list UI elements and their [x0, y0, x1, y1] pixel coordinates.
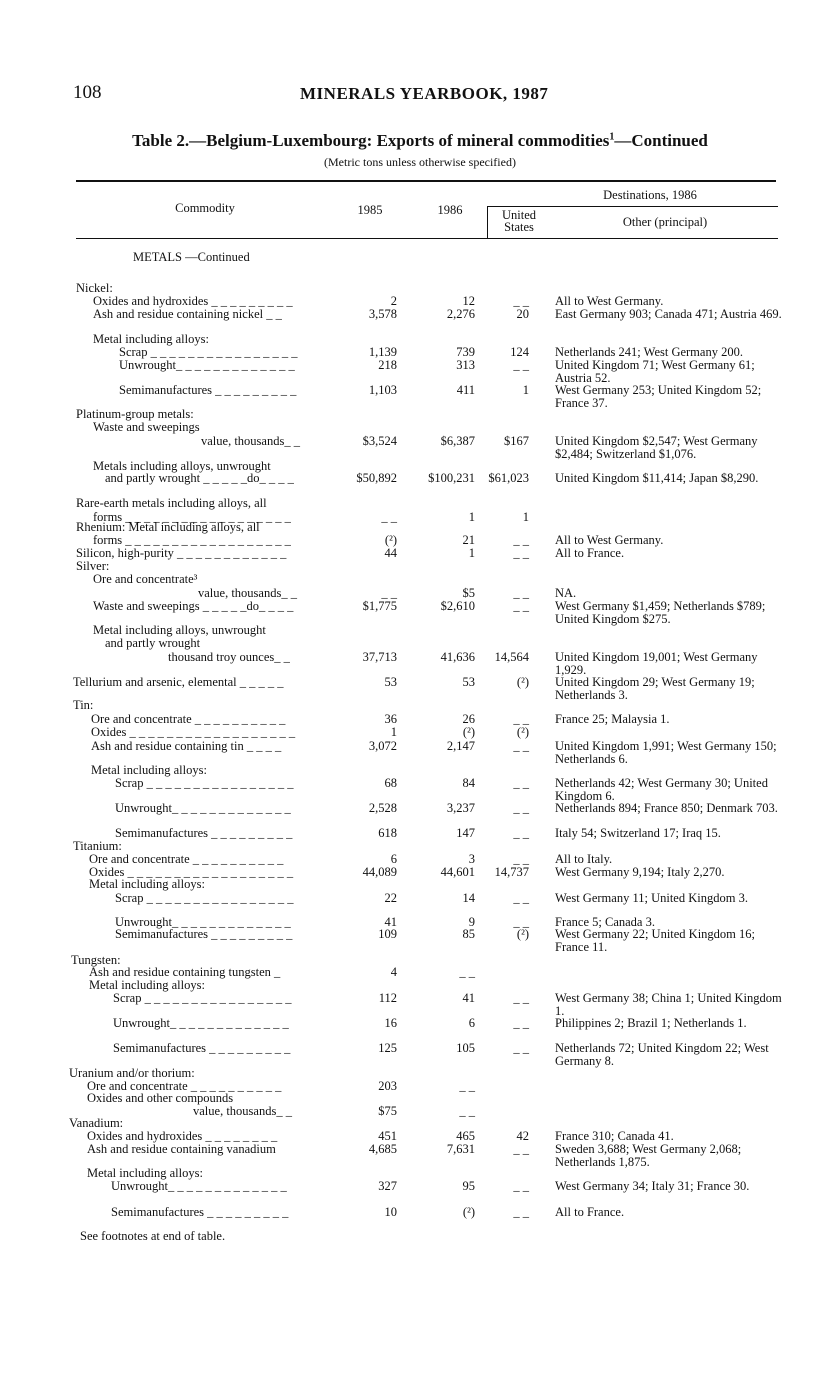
value-1986-cell: 14 [462, 891, 475, 905]
value-us-cell: $167 [504, 434, 529, 448]
value-us-cell: (²) [516, 725, 529, 739]
value-1986-cell: _ _ [459, 1079, 475, 1093]
table-title [0, 131, 840, 151]
commodity-cell: Metals including alloys, unwrought [93, 459, 271, 473]
value-1985-cell: 4,685 [368, 1142, 397, 1156]
commodity-cell: forms _ _ _ _ _ _ _ _ _ _ _ _ _ _ _ _ _ _ [93, 510, 291, 524]
value-1985-cell: $75 [378, 1104, 397, 1118]
value-us-cell: _ _ [513, 546, 529, 560]
value-1986-cell: 739 [456, 345, 475, 359]
commodity-cell: Rare-earth metals including alloys, all [76, 496, 267, 510]
value-1986-cell: 105 [456, 1041, 475, 1055]
commodity-cell: Ore and concentrate _ _ _ _ _ _ _ _ _ _ [87, 1079, 282, 1093]
value-us-cell: (²) [516, 675, 529, 689]
value-1985-cell: $1,775 [362, 599, 397, 613]
value-us-cell: _ _ [513, 801, 529, 815]
other-destinations-cell: West Germany $1,459; Netherlands $789; United Kingdom $275. [555, 599, 766, 626]
footnote-reference: See footnotes at end of table. [80, 1229, 226, 1243]
value-1985-cell: 109 [378, 927, 397, 941]
other-destinations-cell: West Germany 38; China 1; United Kingdom 1. [555, 991, 782, 1018]
value-us-cell: _ _ [513, 712, 529, 726]
running-header [0, 80, 840, 110]
commodity-cell: and partly wrought [105, 636, 201, 650]
value-1986-cell: 1 [468, 546, 475, 560]
value-1986-cell: 2,147 [446, 739, 475, 753]
commodity-cell: Unwrought_ _ _ _ _ _ _ _ _ _ _ _ _ [115, 915, 291, 929]
value-1986-cell: 95 [462, 1179, 475, 1193]
value-1985-cell: 1,103 [368, 383, 397, 397]
other-destinations-cell: United Kingdom 19,001; West Germany 1,929. [555, 650, 758, 677]
other-destinations-cell: West Germany 22; United Kingdom 16; France 11. [555, 927, 756, 954]
value-1985-cell: 36 [384, 712, 397, 726]
commodity-cell: Metal including alloys: [89, 877, 205, 891]
table-title-suffix: —Continued [614, 131, 708, 150]
value-1986-cell: 7,631 [446, 1142, 475, 1156]
value-us-cell: _ _ [513, 1179, 529, 1193]
value-us-cell: $61,023 [488, 471, 529, 485]
commodity-cell: Semimanufactures _ _ _ _ _ _ _ _ _ [111, 1205, 289, 1219]
value-1985-cell: $3,524 [362, 434, 397, 448]
other-destinations-cell: France 310; Canada 41. [555, 1129, 674, 1143]
value-1986-cell: (²) [462, 725, 475, 739]
commodity-cell: value, thousands_ _ [201, 434, 300, 448]
top-rule [76, 180, 776, 182]
value-1986-cell: $2,610 [440, 599, 475, 613]
commodity-cell: Scrap _ _ _ _ _ _ _ _ _ _ _ _ _ _ _ _ [119, 345, 298, 359]
value-1986-cell: 26 [462, 712, 475, 726]
commodity-cell: and partly wrought _ _ _ _ _do_ _ _ _ [105, 471, 294, 485]
value-1986-cell: 147 [456, 826, 475, 840]
value-us-cell: _ _ [513, 294, 529, 308]
other-destinations-cell: Netherlands 72; United Kingdom 22; West Germany 8. [555, 1041, 769, 1068]
value-us-cell: _ _ [513, 891, 529, 905]
commodity-cell: Ore and concentrate³ [93, 572, 198, 586]
commodity-cell: Metal including alloys: [89, 978, 205, 992]
commodity-cell: Silver: [76, 559, 110, 573]
header-bottom-rule [76, 238, 778, 239]
value-us-cell: _ _ [513, 1205, 529, 1219]
commodity-cell: METALS —Continued [133, 250, 250, 264]
commodity-cell: value, thousands_ _ [193, 1104, 292, 1118]
commodity-cell: Ash and residue containing nickel _ _ [93, 307, 282, 321]
other-destinations-cell: Netherlands 241; West Germany 200. [555, 345, 743, 359]
commodity-cell: Metal including alloys, unwrought [93, 623, 266, 637]
value-1986-cell: $100,231 [428, 471, 475, 485]
value-1986-cell: 44,601 [440, 865, 475, 879]
column-header-us-line1: United [501, 208, 537, 222]
other-destinations-cell: Philippines 2; Brazil 1; Netherlands 1. [555, 1016, 747, 1030]
value-1985-cell: (²) [384, 533, 397, 547]
value-1985-cell: 125 [378, 1041, 397, 1055]
other-destinations-cell: East Germany 903; Canada 471; Austria 469. [555, 307, 782, 321]
other-destinations-cell: United Kingdom $11,414; Japan $8,290. [555, 471, 759, 485]
value-us-cell: 1 [522, 383, 529, 397]
commodity-cell: Oxides _ _ _ _ _ _ _ _ _ _ _ _ _ _ _ _ _ _ [89, 865, 294, 879]
value-1986-cell: 53 [462, 675, 475, 689]
other-destinations-cell: United Kingdom 1,991; West Germany 150; Netherlands 6. [555, 739, 777, 766]
other-destinations-cell: All to France. [555, 1205, 625, 1219]
value-1985-cell: 4 [390, 965, 397, 979]
value-1985-cell: 53 [384, 675, 397, 689]
value-1985-cell: 37,713 [362, 650, 397, 664]
commodity-cell: Waste and sweepings _ _ _ _ _do_ _ _ _ [93, 599, 294, 613]
value-1986-cell: 411 [456, 383, 475, 397]
value-us-cell: 20 [516, 307, 529, 321]
value-1985-cell: 16 [384, 1016, 397, 1030]
value-1985-cell: 44 [384, 546, 397, 560]
commodity-cell: Ore and concentrate _ _ _ _ _ _ _ _ _ _ [91, 712, 286, 726]
value-us-cell: 1 [522, 510, 529, 524]
other-destinations-cell: West Germany 253; United Kingdom 52; France 37. [555, 383, 762, 410]
commodity-cell: Titanium: [73, 839, 122, 853]
commodity-cell: Metal including alloys: [91, 763, 207, 777]
value-1986-cell: 2,276 [446, 307, 475, 321]
value-1985-cell: 68 [384, 776, 397, 790]
commodity-cell: Tungsten: [71, 953, 121, 967]
commodity-cell: Nickel: [76, 281, 113, 295]
commodity-cell: Vanadium: [69, 1116, 124, 1130]
column-header-1986: 1986 [437, 203, 463, 217]
value-1986-cell: 41,636 [440, 650, 475, 664]
value-us-cell: 124 [510, 345, 529, 359]
value-1986-cell: 84 [462, 776, 475, 790]
column-header-1985: 1985 [357, 203, 383, 217]
value-1985-cell: 22 [384, 891, 397, 905]
column-header-us-line2: States [504, 220, 534, 234]
other-destinations-cell: Netherlands 42; West Germany 30; United Kingdom 6. [555, 776, 768, 803]
value-1985-cell: 218 [378, 358, 397, 372]
commodity-cell: thousand troy ounces_ _ [168, 650, 290, 664]
column-header-commodity: Commodity [175, 201, 235, 215]
value-us-cell: _ _ [513, 358, 529, 372]
value-us-cell: _ _ [513, 739, 529, 753]
value-us-cell: _ _ [513, 533, 529, 547]
commodity-cell: Oxides and hydroxides _ _ _ _ _ _ _ _ [87, 1129, 278, 1143]
commodity-cell: Silicon, high-purity _ _ _ _ _ _ _ _ _ _ _ _ [76, 546, 287, 560]
other-destinations-cell: Italy 54; Switzerland 17; Iraq 15. [555, 826, 721, 840]
value-1985-cell: _ _ [381, 510, 397, 524]
value-1985-cell: 1 [390, 725, 397, 739]
commodity-cell: Semimanufactures _ _ _ _ _ _ _ _ _ [115, 927, 293, 941]
value-us-cell: 14,564 [494, 650, 529, 664]
commodity-cell: Metal including alloys: [93, 332, 209, 346]
commodity-cell: Tin: [73, 698, 94, 712]
value-1985-cell: 44,089 [362, 865, 397, 879]
destinations-rule [487, 206, 778, 207]
commodity-cell: Oxides and hydroxides _ _ _ _ _ _ _ _ _ [93, 294, 293, 308]
value-1986-cell: 465 [456, 1129, 475, 1143]
value-us-cell: _ _ [513, 826, 529, 840]
value-us-cell: _ _ [513, 852, 529, 866]
value-us-cell: 14,737 [494, 865, 529, 879]
value-1986-cell: 1 [468, 510, 475, 524]
value-1985-cell: 10 [384, 1205, 397, 1219]
value-1985-cell: 2 [390, 294, 397, 308]
value-1985-cell: 451 [378, 1129, 397, 1143]
other-destinations-cell: All to West Germany. [555, 533, 664, 547]
commodity-cell: Semimanufactures _ _ _ _ _ _ _ _ _ [115, 826, 293, 840]
commodity-cell: value, thousands_ _ [198, 586, 297, 600]
other-destinations-cell: Netherlands 894; France 850; Denmark 703. [555, 801, 778, 815]
commodity-cell: Waste and sweepings [93, 420, 200, 434]
value-us-cell: _ _ [513, 1041, 529, 1055]
column-header-other: Other (principal) [622, 215, 708, 229]
value-1986-cell: (²) [462, 1205, 475, 1219]
commodity-cell: forms _ _ _ _ _ _ _ _ _ _ _ _ _ _ _ _ _ _ [93, 533, 291, 547]
value-1985-cell: 6 [390, 852, 397, 866]
value-1986-cell: _ _ [459, 1104, 475, 1118]
other-destinations-cell: West Germany 9,194; Italy 2,270. [555, 865, 725, 879]
value-1986-cell: 12 [462, 294, 475, 308]
value-us-cell: (²) [516, 927, 529, 941]
value-us-cell: _ _ [513, 776, 529, 790]
value-1986-cell: 21 [462, 533, 475, 547]
commodity-cell: Oxides and other compounds [87, 1091, 234, 1105]
value-us-cell: _ _ [513, 586, 529, 600]
commodity-cell: Rhenium: Metal including alloys, all [76, 520, 260, 534]
commodity-cell: Unwrought_ _ _ _ _ _ _ _ _ _ _ _ _ [119, 358, 295, 372]
value-1985-cell: $50,892 [356, 471, 397, 485]
commodity-cell: Platinum-group metals: [76, 407, 194, 421]
column-header-destinations: Destinations, 1986 [603, 188, 697, 202]
commodity-cell: Ash and residue containing tin _ _ _ _ [91, 739, 282, 753]
other-destinations-cell: France 25; Malaysia 1. [555, 712, 670, 726]
other-destinations-cell: All to Italy. [555, 852, 613, 866]
value-1985-cell: 3,578 [368, 307, 397, 321]
other-destinations-cell: West Germany 34; Italy 31; France 30. [555, 1179, 750, 1193]
commodity-cell: Tellurium and arsenic, elemental _ _ _ _ _ [73, 675, 284, 689]
commodity-cell: Scrap _ _ _ _ _ _ _ _ _ _ _ _ _ _ _ _ [115, 891, 294, 905]
table-title-text: Table 2.—Belgium-Luxembourg: Exports of mineral commodities [132, 131, 610, 150]
other-destinations-cell: All to France. [555, 546, 625, 560]
running-title: MINERALS YEARBOOK, 1987 [300, 84, 549, 103]
commodity-cell: Ash and residue containing tungsten _ [89, 965, 281, 979]
value-us-cell: 42 [516, 1129, 529, 1143]
value-1985-cell: 1,139 [368, 345, 397, 359]
value-1986-cell: 313 [456, 358, 475, 372]
commodity-cell: Scrap _ _ _ _ _ _ _ _ _ _ _ _ _ _ _ _ [113, 991, 292, 1005]
us-column-divider [487, 206, 488, 238]
commodity-cell: Scrap _ _ _ _ _ _ _ _ _ _ _ _ _ _ _ _ [115, 776, 294, 790]
other-destinations-cell: France 5; Canada 3. [555, 915, 655, 929]
commodity-cell: Semimanufactures _ _ _ _ _ _ _ _ _ [119, 383, 297, 397]
other-destinations-cell: All to West Germany. [555, 294, 664, 308]
value-1986-cell: $5 [462, 586, 475, 600]
commodity-cell: Unwrought_ _ _ _ _ _ _ _ _ _ _ _ _ [113, 1016, 289, 1030]
value-1985-cell: 112 [378, 991, 397, 1005]
value-1986-cell: _ _ [459, 965, 475, 979]
other-destinations-cell: United Kingdom $2,547; West Germany $2,484; Switzerland $1,076. [555, 434, 758, 461]
value-us-cell: _ _ [513, 991, 529, 1005]
value-1986-cell: 3 [468, 852, 475, 866]
other-destinations-cell: NA. [555, 586, 577, 600]
table-subtitle: (Metric tons unless otherwise specified) [324, 155, 516, 169]
page-number: 108 [73, 82, 102, 103]
value-1986-cell: 3,237 [446, 801, 475, 815]
value-1985-cell: 3,072 [368, 739, 397, 753]
value-1985-cell: _ _ [381, 586, 397, 600]
value-us-cell: _ _ [513, 915, 529, 929]
value-1986-cell: 6 [468, 1016, 475, 1030]
other-destinations-cell: West Germany 11; United Kingdom 3. [555, 891, 748, 905]
value-1985-cell: 41 [384, 915, 397, 929]
commodity-cell: Semimanufactures _ _ _ _ _ _ _ _ _ [113, 1041, 291, 1055]
value-us-cell: _ _ [513, 1142, 529, 1156]
value-1985-cell: 203 [378, 1079, 397, 1093]
commodity-cell: Unwrought_ _ _ _ _ _ _ _ _ _ _ _ _ [111, 1179, 287, 1193]
commodity-cell: Oxides _ _ _ _ _ _ _ _ _ _ _ _ _ _ _ _ _ _ [91, 725, 296, 739]
other-destinations-cell: United Kingdom 29; West Germany 19; Netherlands 3. [555, 675, 755, 702]
other-destinations-cell: Sweden 3,688; West Germany 2,068; Netherlands 1,875. [555, 1142, 742, 1169]
value-1986-cell: 41 [462, 991, 475, 1005]
commodity-cell: Ash and residue containing vanadium [87, 1142, 276, 1156]
commodity-cell: Uranium and/or thorium: [69, 1066, 195, 1080]
value-1985-cell: 618 [378, 826, 397, 840]
value-1986-cell: 85 [462, 927, 475, 941]
value-us-cell: _ _ [513, 1016, 529, 1030]
value-1986-cell: 9 [468, 915, 475, 929]
commodity-cell: Ore and concentrate _ _ _ _ _ _ _ _ _ _ [89, 852, 284, 866]
value-1985-cell: 2,528 [368, 801, 397, 815]
commodity-cell: Unwrought_ _ _ _ _ _ _ _ _ _ _ _ _ [115, 801, 291, 815]
title-footnote-marker: 1 [609, 131, 615, 143]
value-1985-cell: 327 [378, 1179, 397, 1193]
other-destinations-cell: United Kingdom 71; West Germany 61; Austria 52. [555, 358, 755, 385]
value-1986-cell: $6,387 [440, 434, 475, 448]
value-us-cell: _ _ [513, 599, 529, 613]
commodity-cell: Metal including alloys: [87, 1166, 203, 1180]
